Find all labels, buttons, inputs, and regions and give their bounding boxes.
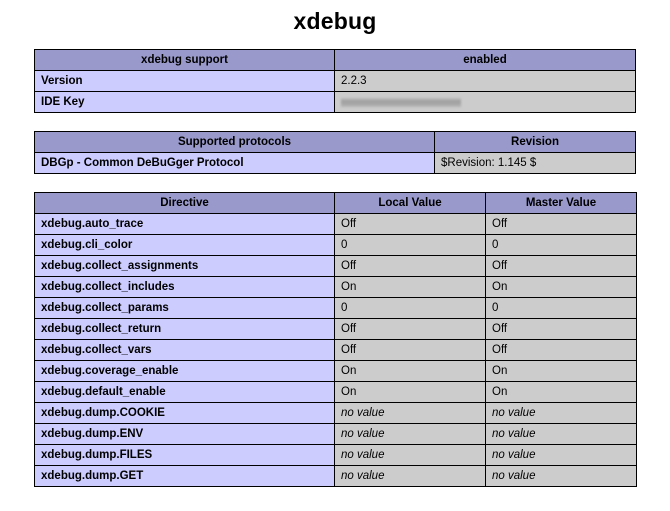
- directive-master-value: 0: [486, 235, 637, 256]
- directive-local-value: On: [335, 382, 486, 403]
- protocol-name: DBGp - Common DeBuGger Protocol: [35, 153, 435, 174]
- xdebug-support-header-row: [35, 50, 636, 71]
- directive-master-value: [486, 466, 637, 487]
- table-row: [35, 214, 637, 235]
- directive-master-value: Off: [486, 214, 637, 235]
- directive-local-value: 0: [335, 235, 486, 256]
- no-value-text: no value: [341, 470, 385, 482]
- table-row: [35, 92, 636, 113]
- directive-name: xdebug.collect_params: [35, 298, 335, 319]
- no-value-text: no value: [492, 428, 536, 440]
- table-row: [35, 235, 637, 256]
- directives-header-cell-1: Local Value: [335, 193, 486, 214]
- directive-local-value: Off: [335, 340, 486, 361]
- directive-name: xdebug.cli_color: [35, 235, 335, 256]
- directive-name: xdebug.default_enable: [35, 382, 335, 403]
- table-row: [35, 445, 637, 466]
- directive-name: xdebug.auto_trace: [35, 214, 335, 235]
- no-value-text: no value: [492, 449, 536, 461]
- no-value-text: no value: [341, 407, 385, 419]
- directive-name: xdebug.dump.COOKIE: [35, 403, 335, 424]
- xdebug-support-header-cell-1: enabled: [335, 50, 636, 71]
- no-value-text: no value: [341, 428, 385, 440]
- table-row: [35, 403, 637, 424]
- directive-local-value: [335, 445, 486, 466]
- directive-master-value: [486, 424, 637, 445]
- directive-name: xdebug.collect_includes: [35, 277, 335, 298]
- xdebug-support-table: [34, 49, 636, 113]
- directive-name: xdebug.dump.GET: [35, 466, 335, 487]
- directives-header-row: [35, 193, 637, 214]
- table-row: [35, 340, 637, 361]
- table-row: [35, 382, 637, 403]
- supported-protocols-header-cell-0: Supported protocols: [35, 132, 435, 153]
- page-title: xdebug: [293, 8, 377, 34]
- directive-master-value: On: [486, 361, 637, 382]
- directive-master-value: Off: [486, 319, 637, 340]
- directive-local-value: Off: [335, 256, 486, 277]
- directive-master-value: [486, 445, 637, 466]
- no-value-text: no value: [492, 470, 536, 482]
- directive-local-value: Off: [335, 214, 486, 235]
- directive-name: xdebug.collect_return: [35, 319, 335, 340]
- protocol-revision: $Revision: 1.145 $: [435, 153, 636, 174]
- table-row: [35, 298, 637, 319]
- directive-name: xdebug.collect_vars: [35, 340, 335, 361]
- support-row-label: Version: [35, 71, 335, 92]
- table-row: [35, 71, 636, 92]
- supported-protocols-table: [34, 131, 636, 174]
- directives-header-cell-0: Directive: [35, 193, 335, 214]
- xdebug-support-header-cell-0: xdebug support: [35, 50, 335, 71]
- directive-local-value: 0: [335, 298, 486, 319]
- directive-master-value: Off: [486, 256, 637, 277]
- phpinfo-page: [0, 8, 670, 487]
- directive-name: xdebug.dump.FILES: [35, 445, 335, 466]
- directive-local-value: [335, 403, 486, 424]
- table-row: [35, 466, 637, 487]
- support-row-label: IDE Key: [35, 92, 335, 113]
- supported-protocols-header-row: [35, 132, 636, 153]
- table-row: [35, 277, 637, 298]
- directives-header-cell-2: Master Value: [486, 193, 637, 214]
- directive-local-value: On: [335, 277, 486, 298]
- directive-master-value: [486, 403, 637, 424]
- table-row: [35, 361, 637, 382]
- no-value-text: no value: [492, 407, 536, 419]
- directive-local-value: [335, 424, 486, 445]
- support-row-value: 2.2.3: [335, 71, 636, 92]
- directive-master-value: On: [486, 382, 637, 403]
- directive-master-value: Off: [486, 340, 637, 361]
- directive-name: xdebug.coverage_enable: [35, 361, 335, 382]
- directive-master-value: On: [486, 277, 637, 298]
- table-row: [35, 319, 637, 340]
- directive-local-value: [335, 466, 486, 487]
- directive-name: xdebug.dump.ENV: [35, 424, 335, 445]
- table-row: [35, 256, 637, 277]
- directive-local-value: Off: [335, 319, 486, 340]
- directive-master-value: 0: [486, 298, 637, 319]
- directive-name: xdebug.collect_assignments: [35, 256, 335, 277]
- directives-table: [34, 192, 637, 487]
- table-row: [35, 153, 636, 174]
- no-value-text: no value: [341, 449, 385, 461]
- redacted-value: [341, 98, 461, 107]
- supported-protocols-header-cell-1: Revision: [435, 132, 636, 153]
- table-row: [35, 424, 637, 445]
- directive-local-value: On: [335, 361, 486, 382]
- support-row-value: [335, 92, 636, 113]
